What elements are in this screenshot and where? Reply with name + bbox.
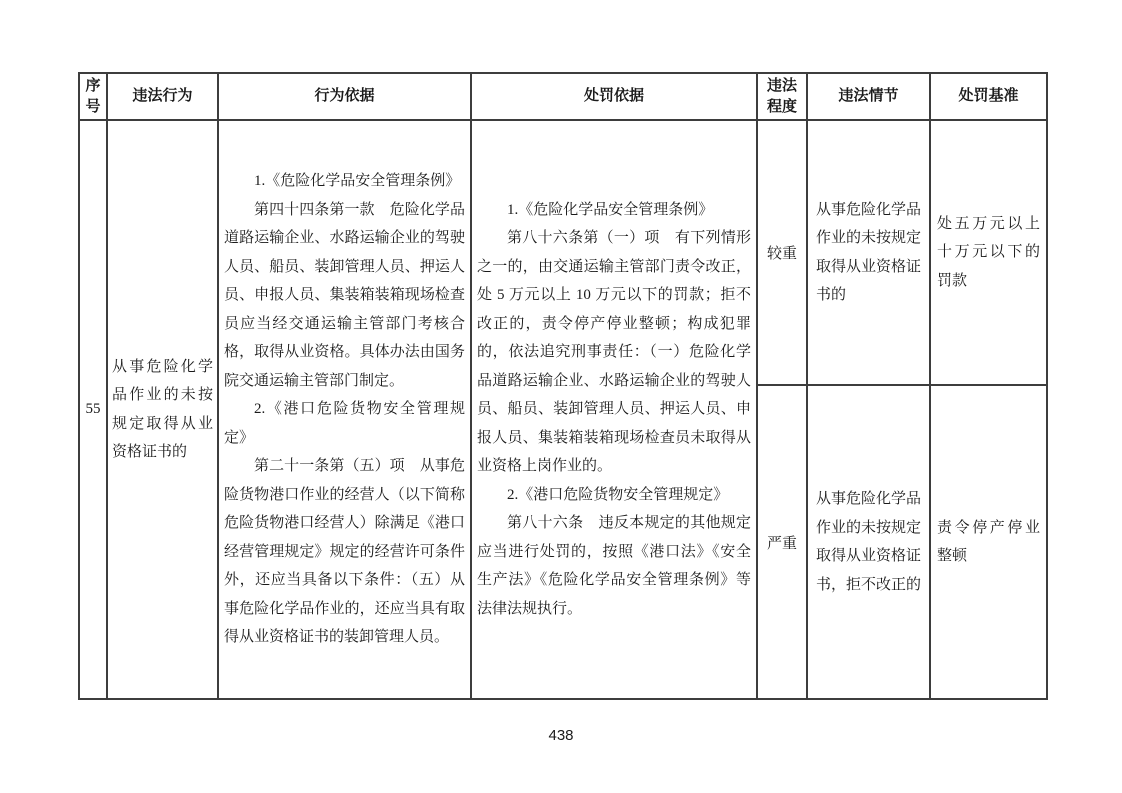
degree-moderate-label: 较重 bbox=[766, 246, 797, 262]
degree-severe-label: 严重 bbox=[766, 535, 797, 552]
header-penalty-standard: 处罚基准 bbox=[931, 74, 1048, 121]
cell-circumstance-moderate bbox=[808, 121, 931, 386]
standard-severe-text: 责令停产停业整顿 bbox=[937, 519, 1040, 564]
illegal-behavior-text: 从事危险化学品作业的未按规定取得从业资格证书的 bbox=[112, 358, 213, 460]
behavior-basis-paragraph: 2.《港口危险货物安全管理规定》 bbox=[224, 401, 465, 446]
cell-standard-severe bbox=[931, 386, 1048, 700]
cell-circumstance-severe bbox=[808, 386, 931, 700]
penalty-basis-text bbox=[477, 125, 751, 694]
behavior-basis-paragraph: 第四十四条第一款 危险化学品道路运输企业、水路运输企业的驾驶人员、船员、装卸管理人员、押运人员、申报人员、集装箱装箱现场检查员应当经交通运输主管部门考核合格，取得从业资格。具体办法由国务院交通运输主管部门制定。 bbox=[224, 201, 465, 389]
serial-number-value: 55 bbox=[85, 401, 101, 417]
cell-penalty-basis bbox=[472, 121, 758, 700]
circumstance-severe-text: 从事危险化学品作业的未按规定取得从业资格证书，拒不改正的 bbox=[816, 491, 922, 593]
circumstance-moderate-text: 从事危险化学品作业的未按规定取得从业资格证书的 bbox=[816, 201, 922, 303]
header-illegal-behavior: 违法行为 bbox=[108, 74, 219, 121]
cell-illegal-behavior bbox=[108, 121, 219, 700]
behavior-basis-paragraph: 1.《危险化学品安全管理条例》 bbox=[254, 173, 461, 190]
behavior-basis-paragraph: 第二十一条第（五）项 从事危险货物港口作业的经营人（以下简称危险货物港口经营人）除满足《港口经营管理规定》规定的经营许可条件外，还应当具备以下条件：（五）从事危险化学品作业的，还应当具有取得从业资格证书的装卸管理人员。 bbox=[224, 458, 465, 646]
penalty-basis-paragraph: 2.《港口危险货物安全管理规定》 bbox=[507, 486, 729, 503]
cell-serial-number bbox=[80, 121, 108, 700]
cell-standard-moderate bbox=[931, 121, 1048, 386]
penalty-standards-table bbox=[78, 72, 1048, 700]
penalty-basis-paragraph: 第八十六条第（一）项 有下列情形之一的，由交通运输主管部门责令改正，处 5 万元以上 10 万元以下的罚款；拒不改正的，责令停产停业整顿；构成犯罪的，依法追究刑事责任：（一）危险化学品道路运输企业、水路运输企业的驾驶人员、船员、装卸管理人员、押运人员、申报人员、集装箱装箱现场检查员未取得从业资格上岗作业的。 bbox=[477, 230, 751, 475]
header-penalty-basis: 处罚依据 bbox=[472, 74, 758, 121]
cell-behavior-basis bbox=[219, 121, 472, 700]
page-number: 438 bbox=[548, 727, 574, 744]
penalty-basis-paragraph: 1.《危险化学品安全管理条例》 bbox=[507, 201, 714, 218]
header-behavior-basis: 行为依据 bbox=[219, 74, 472, 121]
header-violation-degree: 违法程度 bbox=[758, 74, 808, 121]
penalty-basis-paragraph: 第八十六条 违反本规定的其他规定应当进行处罚的，按照《港口法》《安全生产法》《危险化学品安全管理条例》等法律法规执行。 bbox=[477, 515, 751, 617]
header-serial-number: 序号 bbox=[80, 74, 108, 121]
cell-degree-severe bbox=[758, 386, 808, 700]
behavior-basis-text bbox=[224, 125, 465, 694]
header-violation-circumstance: 违法情节 bbox=[808, 74, 931, 121]
cell-degree-moderate bbox=[758, 121, 808, 386]
standard-moderate-text: 处五万元以上十万元以下的罚款 bbox=[937, 215, 1040, 289]
